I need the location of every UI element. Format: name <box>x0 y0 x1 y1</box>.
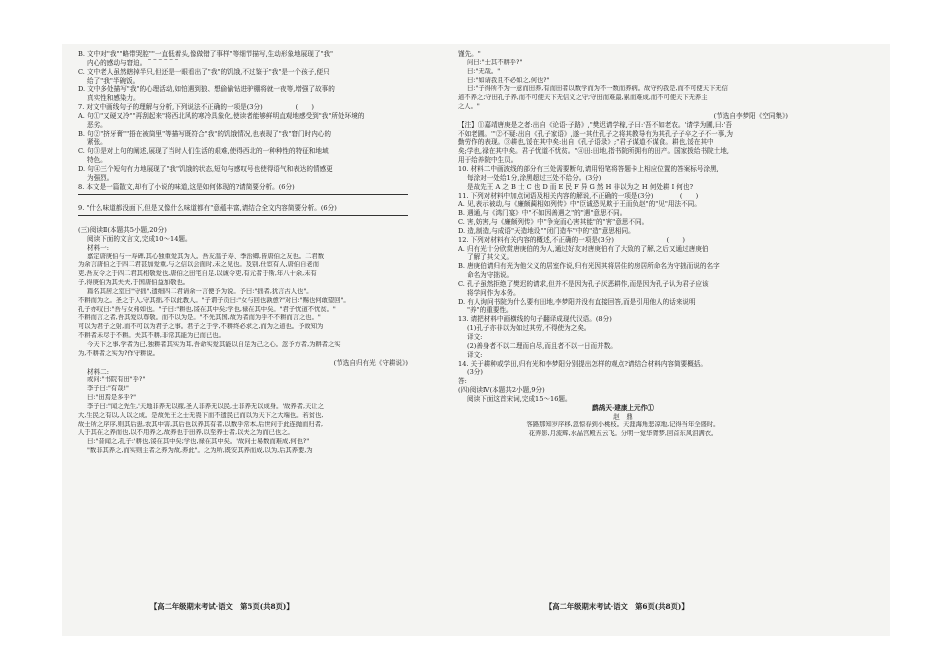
right-text-line: B. 遇通,与《鸿门宴》中"不如因善遇之"的"遇"意思不同。 <box>458 209 627 218</box>
left-text-line: C. 句③是对上句的阐述,展现了当时人们生活的艰难,使得西北的一种种性的特征和地域 <box>78 147 329 156</box>
right-text-line: 不如老圃。'"②不疑:出自《孔子家语》,遂一其仕孔子之将其教导有为其孔子子卒之子不一事,为 <box>458 129 734 138</box>
left-text-line: 特色。 <box>87 156 107 165</box>
right-text-line: 矣;学也,禄在其中矣。君子忧道不忧贫。"④田:田地,指书院所拥有的田产。国家拨给书院土地, <box>458 147 729 156</box>
right-text-line: 鹧鸪天·建康上元作① <box>592 403 654 412</box>
right-text-line: A. 归有光十分欣赏唐庚伯的为人,通过好友对唐庚伯有了大致的了解,之后又通过唐庚伯 <box>458 244 709 253</box>
right-text-line: (节选自李梦阳《空同集》) <box>713 111 788 120</box>
left-text-line: 给了"我"半碗饭。 <box>87 76 140 85</box>
right-text-line: 曰:"如请我且不必如之,何也?" <box>467 76 550 84</box>
right-text-line: 【注】①嘉靖唐庚是之者:出自《论语·子路》,"樊迟请学稼,子曰:'吾不如老农。'请学为圃,曰:'吾 <box>458 120 733 129</box>
page-footer-right: 【高二年级期末考试·语文 第6页(共8页)】 <box>545 602 689 611</box>
right-text-line: 客路那知岁序移,忽惊春到小桃枝。天涯海角悲凉地,记得当年全盛时。 <box>526 421 720 429</box>
right-text-line: 13. 请把材料中画横线的句子翻译成现代汉语。(8分) <box>458 315 612 324</box>
left-text-line: 可以为君子之射,而不可以为君子之事。君子之于学,不耕终必求之,而为之道也。予故知为 <box>78 323 324 331</box>
right-text-line: (1)孔子亦非以为如过其劳,不得使为之矣。 <box>467 324 591 333</box>
right-text-line: "养"的重要性。 <box>467 306 513 315</box>
left-text-line: 李子曰:"有哉!" <box>87 385 129 393</box>
left-text-line: 材料二: <box>87 367 110 376</box>
left-text-line: 李子曰:"闻之先生,'天地非养无以稼,圣人非养无以民,士非养无以成身。'故养者,天让之 <box>87 402 324 410</box>
right-text-line: 勤劳作的表现。③耕也,馁在其中矣:出自《孔子语录》;"君子谋道不谋食。耕也,馁在其中 <box>458 138 714 147</box>
left-text-line: 子,得庚伯为其夫夫,于国唐伯益加敬也。 <box>78 279 190 287</box>
left-text-line: 为余言唐伯之于四二君甚加爱重,与之信以会面时,未之见也。及别,仕宦有人,唐伯自老而 <box>78 261 319 269</box>
right-text-line: 道不养之;守田孔子养,而不可使天下无信义之守;守田而难最,累而难成,而不可使天下无养主 <box>458 94 708 102</box>
left-text-line: 材料一: <box>87 243 110 252</box>
right-text-line: 了解了其父义。 <box>467 253 514 262</box>
right-text-line: 译文: <box>467 333 483 341</box>
left-text-line: 紧张。 <box>87 138 107 147</box>
left-text-line: 曰:"田焉是多乎?" <box>87 394 137 402</box>
left-text-line: 篇名其居之室曰"守拙",遗细四二君请余一言便予为说。予曰:"拙者,犹言古人也"。 <box>87 287 313 295</box>
right-text-line: (3分) <box>467 368 483 377</box>
right-text-line: 10. 材料二中画波线的部分有三处需要断句,请用铅笔将答题卡上相应位置的答案标号涂黑, <box>458 164 719 173</box>
left-text-line <box>78 215 408 225</box>
left-text-line: 7. 对文中画线句子的理解与分析,下列说法不正确的一项是(3分) ( ) <box>78 103 314 112</box>
right-text-line: C. 害,妨害,与《廉颇列传》中"争宠而心害其能"的"害"意思不同。 <box>458 218 649 227</box>
left-text-line: 内心的感动与窘迫。 <box>87 58 147 67</box>
left-text-line: A. 句①"又硬又冷""再刮起来"将西北风的寒冷具象化,使读者能够鲜明直观地感受到"我"所处环境的 <box>78 111 365 120</box>
page-footer-left: 【高二年级期末考试·语文 第5页(共8页)】 <box>150 602 294 611</box>
left-text-line: 为强烈。 <box>87 173 114 182</box>
right-text-line: 每涂对一处给1分,涂黑超过三处不给分。(3分) <box>467 173 602 182</box>
left-text-line: 阅读下面的文言文,完成10～14题。 <box>87 234 192 243</box>
right-text-line: 译文: <box>467 350 483 359</box>
left-text-line: C. 文中老人虽然瞎掉半只,但还是一眼看出了"我"的饥饿,不过鉴于"我"是一个孩子,便只 <box>78 67 330 76</box>
right-text-line: A. 见,表示被动,与《廉颇蔺相如列传》中"臣诚恐见欺于王而负赵"的"见"用法不同。 <box>458 200 701 209</box>
left-text-line: 孔子亦叹曰:"吾与女弗如也。"子曰:"耕也,馁在其中矣;学也,禄在其中矣。"君子忧道不忧贫。" <box>78 305 336 313</box>
left-text-line: 不耕者未尽于不耕。夫其不耕,非常其能为已而已也。 <box>78 332 225 340</box>
right-text-line: 花弄影,月流辉,水晶宫殿五云飞。分明一觉华胥梦,回首东风泪满衣。 <box>528 430 718 438</box>
left-text-line: 为,不耕者之实为?作守耕说。 <box>78 349 159 357</box>
right-text-line: 用于给养院中生员。 <box>458 156 518 165</box>
left-text-line: 人于其在之养而也,以不用养之,故养也于田养,以至养士者,以夫之为而已也之。 <box>78 429 294 437</box>
right-page-column <box>458 50 788 439</box>
right-text-line: B. 唐庚伯请归有光为他父义的居室作说,归有光因其将居住的房居所命名为守拙而说的名字 <box>458 262 720 271</box>
right-text-line: 问曰:"士其不耕乎?" <box>467 58 523 66</box>
right-text-line: 曰:"无哉。" <box>467 67 501 75</box>
left-text-line: (节选自归有光《守耕说》) <box>333 358 408 367</box>
left-text-line: 真实性和感染力。 <box>87 94 140 103</box>
right-text-line: 赵 鼎 <box>613 412 633 421</box>
left-text-line: 或问:"书院有田"乎?" <box>87 376 146 384</box>
left-text-line: 吏,吾友令之于四二君其相敬爱也,唐伯之田宅自足,以诚令吏,有元者于斯,年八十余,未有 <box>78 270 317 278</box>
left-text-line: 不耕而言之者,吾其爱以尊敬。而不以为是。"不先其国,故为者而为乎不不耕而言之也。" <box>78 314 321 322</box>
right-text-line: 12. 下列对材料有关内容的概述,不正确的一项是(3分) ( ) <box>458 235 685 244</box>
right-text-line: 14. 关于耕种或学田,归有光和李梦阳分别提出怎样的观点?请结合材料内容简要概括。 <box>458 359 707 368</box>
left-text-line: 不耕而为之。圣之于人,守其拙,不以此教人。"子谓子贡曰:"女与回也孰愈?"对曰:"赐也何敢望回"。 <box>78 296 350 304</box>
left-text-line: "数非其养之,而实则主者之养为故,养此"。之为所,既安其养而成,以为,后其养要,为 <box>87 447 313 455</box>
left-text-line: 恶劣。 <box>87 120 107 129</box>
right-text-line: 曰:"子得所不为一意而田养,有而田者以数学而为不一数而养病。故守约我是,而不可使天下无信 <box>467 85 728 93</box>
right-text-line: 11. 下列对材料中加点词语及相关内容的解说,不正确的一项是(3分) ( ) <box>458 191 699 200</box>
left-text-line: D. 文中多处描写"我"的心理活动,如怕遇到狼、想偷偷钻进驴棚将就一夜等,增强了故事的 <box>78 85 335 94</box>
left-text-line <box>78 194 408 204</box>
left-text-line: 8. 本文是一篇散文,却有了小说的味道,这是如何体现的?请简要分析。(6分) <box>78 182 295 191</box>
left-text-line: 嘉定唐庚伯与一寿碑,其心独重爱其为人。吾友温子寿、季治卿,皆唐伯之友也。二君数 <box>87 252 324 260</box>
left-text-line: 今天下之事,学者为已,独耕者其实为耳,吾命实爱其能以自足为己之心。忽予方者,为耕者之实 <box>87 341 341 348</box>
right-text-line: D. 有人询问书院为什么要有田地,李梦阳并没有直接回答,而是引用他人的话来说明 <box>458 297 696 306</box>
right-text-line: 将学问作为本务。 <box>467 288 520 297</box>
left-text-line: 故士所之序序,则其后患,农其中害,其后也以养其有者,以数乎常本,后世问于此连抛而归者, <box>78 420 323 428</box>
right-text-line: 命名为守拙说。 <box>467 271 514 280</box>
right-text-line: (四)阅读Ⅳ(本题共2小题,9分) <box>458 386 545 395</box>
right-text-line: 馑先。" <box>458 50 481 58</box>
right-text-line: D. 造,制造,与成语"天造地设""闭门造车"中的"造"意思相同。 <box>458 226 635 235</box>
left-text-line: D. 句④三个短句有力地展现了"我"饥饿的状态,短句与感叹号也使得语气和表达的情感更 <box>78 164 333 173</box>
left-text-line: 大,生民之有以,人以之成。是故先王之士无畏下而不遗民已而以为天下之大端也。若贫也, <box>78 411 324 419</box>
right-text-line: 是故先王 A 之 B 士 C 也 D 而 E 民 F 异 G 然 H 非以为之 H 何处耕 I 何也? <box>467 182 694 191</box>
left-text-line: 9. "什么味道都没面下,但是又像什么味道都有"意蕴丰富,请结合全文内容简要分析。(6分) <box>78 204 337 213</box>
left-text-line: B. 文中对"我""略带哭腔""一直低着头,像做错了事样"等细节描写,生动形象地展现了"我" <box>78 50 334 58</box>
left-text-line: 曰:"昔闻之,孔子:'耕也,馁在其中矣;学也,禄在其中矣。'故问士易数而难成,何也?" <box>87 438 310 446</box>
right-text-line: C. 孔子虽然拒绝了樊迟的请求,但并不是因为孔子厌恶耕作,而是因为孔子认为君子应该 <box>458 279 709 288</box>
right-text-line: (2)善身者不以二理而自尽,而且者不以一日而并数。 <box>467 341 617 350</box>
right-text-line: 阅读下面这首宋词,完成15～16题。 <box>467 394 572 403</box>
left-text-line: B. 句②"挤牙膏""捂在被筒里"等描写既符合"我"的饥饿情况,也表现了"我"窘门时内心的 <box>78 129 331 138</box>
right-text-line: 之人。" <box>458 103 480 111</box>
left-text-line: (三)阅读Ⅱ(本题共5小题,20分) <box>78 226 167 235</box>
right-text-line: 答: <box>458 377 467 386</box>
left-page-column <box>78 50 408 456</box>
